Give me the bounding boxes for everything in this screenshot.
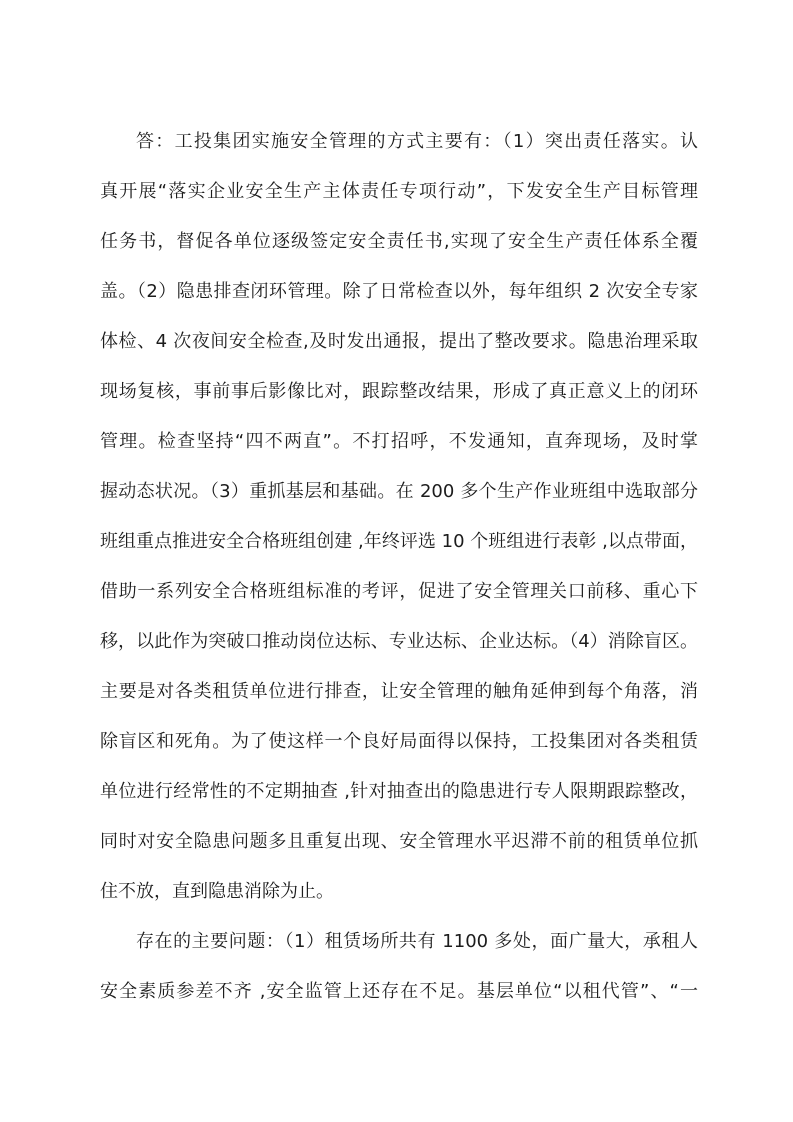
text-line: 单位进行经常性的不定期抽查 ,针对抽查出的隐患进行专人限期跟踪整改， (100, 781, 698, 802)
document-body (100, 117, 698, 1017)
text-line: 任务书，督促各单位逐级签定安全责任书,实现了安全生产责任体系全覆 (100, 231, 698, 252)
text-line: 主要是对各类租赁单位进行排查，让安全管理的触角延伸到每个角落，消 (100, 681, 698, 702)
text-line: 答：工投集团实施安全管理的方式主要有：（1）突出责任落实。认 (136, 131, 698, 152)
text-line: 除盲区和死角。为了使这样一个良好局面得以保持，工投集团对各类租赁 (100, 731, 698, 752)
text-line: 安全素质参差不齐 ,安全监管上还存在不足。基层单位“以租代管”、“一 (100, 981, 698, 1002)
text-line: 握动态状况。（3）重抓基层和基础。在 200 多个生产作业班组中选取部分 (100, 481, 698, 502)
text-line: 移，以此作为突破口推动岗位达标、专业达标、企业达标。（4）消除盲区。 (100, 631, 698, 652)
text-line: 现场复核，事前事后影像比对，跟踪整改结果，形成了真正意义上的闭环 (100, 381, 698, 402)
text-line: 班组重点推进安全合格班组创建 ,年终评选 10 个班组进行表彰 ,以点带面， (100, 531, 698, 552)
text-line: 体检、4 次夜间安全检查,及时发出通报，提出了整改要求。隐患治理采取 (100, 331, 698, 352)
text-line: 住不放，直到隐患消除为止。 (100, 881, 334, 902)
text-line: 管理。检查坚持“四不两直”。不打招呼，不发通知，直奔现场，及时掌 (100, 431, 698, 452)
text-line: 同时对安全隐患问题多且重复出现、安全管理水平迟滞不前的租赁单位抓 (100, 831, 698, 852)
text-line: 存在的主要问题：（1）租赁场所共有 1100 多处，面广量大，承租人 (136, 931, 698, 952)
text-line: 借助一系列安全合格班组标准的考评，促进了安全管理关口前移、重心下 (100, 581, 698, 602)
text-line: 真开展“落实企业安全生产主体责任专项行动”，下发安全生产目标管理 (100, 181, 698, 202)
text-line: 盖。（2）隐患排查闭环管理。除了日常检查以外，每年组织 2 次安全专家 (100, 281, 698, 302)
